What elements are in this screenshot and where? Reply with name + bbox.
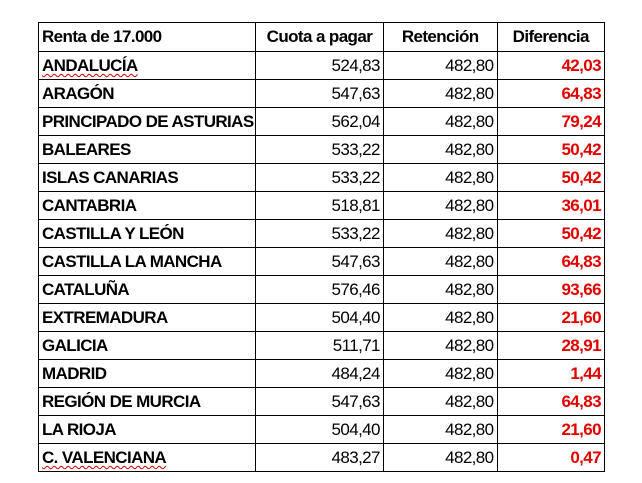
cuota-cell[interactable]: 562,04	[255, 108, 383, 136]
table-row	[39, 192, 605, 220]
diferencia-cell[interactable]: 21,60	[497, 304, 604, 332]
diferencia-cell[interactable]: 21,60	[497, 416, 604, 444]
region-cell[interactable]	[39, 52, 256, 80]
table-row	[39, 332, 605, 360]
spreadsheet-range	[38, 22, 605, 472]
retencion-cell[interactable]: 482,80	[383, 444, 497, 472]
table-row	[39, 220, 605, 248]
cuota-cell[interactable]: 533,22	[255, 164, 383, 192]
retencion-cell[interactable]: 482,80	[383, 276, 497, 304]
tax-comparison-table	[38, 22, 605, 472]
region-cell[interactable]	[39, 444, 256, 472]
cuota-cell[interactable]: 533,22	[255, 136, 383, 164]
region-cell[interactable]: CASTILLA LA MANCHA	[39, 248, 256, 276]
cuota-cell[interactable]: 576,46	[255, 276, 383, 304]
diferencia-cell[interactable]: 79,24	[497, 108, 604, 136]
diferencia-cell[interactable]: 93,66	[497, 276, 604, 304]
region-cell[interactable]: PRINCIPADO DE ASTURIAS	[39, 108, 256, 136]
retencion-cell[interactable]: 482,80	[383, 136, 497, 164]
table-row	[39, 136, 605, 164]
cuota-cell[interactable]: 518,81	[255, 192, 383, 220]
retencion-cell[interactable]: 482,80	[383, 388, 497, 416]
retencion-cell[interactable]: 482,80	[383, 332, 497, 360]
retencion-cell[interactable]: 482,80	[383, 108, 497, 136]
table-row	[39, 80, 605, 108]
cuota-cell[interactable]: 504,40	[255, 304, 383, 332]
header-diferencia[interactable]: Diferencia	[497, 23, 604, 52]
diferencia-cell[interactable]: 64,83	[497, 388, 604, 416]
region-cell[interactable]: EXTREMADURA	[39, 304, 256, 332]
table-row	[39, 416, 605, 444]
retencion-cell[interactable]: 482,80	[383, 416, 497, 444]
header-region[interactable]: Renta de 17.000	[39, 23, 256, 52]
diferencia-cell[interactable]: 1,44	[497, 360, 604, 388]
retencion-cell[interactable]: 482,80	[383, 360, 497, 388]
retencion-cell[interactable]: 482,80	[383, 52, 497, 80]
table-row	[39, 52, 605, 80]
diferencia-cell[interactable]: 42,03	[497, 52, 604, 80]
cuota-cell[interactable]: 547,63	[255, 388, 383, 416]
cuota-cell[interactable]: 547,63	[255, 80, 383, 108]
region-cell[interactable]: GALICIA	[39, 332, 256, 360]
table-row	[39, 304, 605, 332]
cuota-cell[interactable]: 484,24	[255, 360, 383, 388]
region-name: C. VALENCIANA	[42, 448, 167, 467]
cuota-cell[interactable]: 504,40	[255, 416, 383, 444]
table-row	[39, 108, 605, 136]
diferencia-cell[interactable]: 50,42	[497, 164, 604, 192]
region-cell[interactable]: REGIÓN DE MURCIA	[39, 388, 256, 416]
retencion-cell[interactable]: 482,80	[383, 304, 497, 332]
diferencia-cell[interactable]: 64,83	[497, 248, 604, 276]
region-cell[interactable]: ARAGÓN	[39, 80, 256, 108]
region-name: ANDALUCÍA	[42, 56, 138, 75]
retencion-cell[interactable]: 482,80	[383, 220, 497, 248]
cuota-cell[interactable]: 483,27	[255, 444, 383, 472]
table-row	[39, 248, 605, 276]
diferencia-cell[interactable]: 50,42	[497, 220, 604, 248]
region-cell[interactable]: MADRID	[39, 360, 256, 388]
table-row	[39, 164, 605, 192]
cuota-cell[interactable]: 547,63	[255, 248, 383, 276]
region-cell[interactable]: CANTABRIA	[39, 192, 256, 220]
header-row	[39, 23, 605, 52]
region-cell[interactable]: CASTILLA Y LEÓN	[39, 220, 256, 248]
diferencia-cell[interactable]: 64,83	[497, 80, 604, 108]
retencion-cell[interactable]: 482,80	[383, 164, 497, 192]
header-cuota[interactable]: Cuota a pagar	[255, 23, 383, 52]
region-cell[interactable]: CATALUÑA	[39, 276, 256, 304]
cuota-cell[interactable]: 533,22	[255, 220, 383, 248]
diferencia-cell[interactable]: 0,47	[497, 444, 604, 472]
diferencia-cell[interactable]: 50,42	[497, 136, 604, 164]
retencion-cell[interactable]: 482,80	[383, 192, 497, 220]
header-retencion[interactable]: Retención	[383, 23, 497, 52]
region-cell[interactable]: BALEARES	[39, 136, 256, 164]
region-cell[interactable]: ISLAS CANARIAS	[39, 164, 256, 192]
diferencia-cell[interactable]: 36,01	[497, 192, 604, 220]
table-row	[39, 388, 605, 416]
cuota-cell[interactable]: 511,71	[255, 332, 383, 360]
table-row	[39, 444, 605, 472]
diferencia-cell[interactable]: 28,91	[497, 332, 604, 360]
cuota-cell[interactable]: 524,83	[255, 52, 383, 80]
retencion-cell[interactable]: 482,80	[383, 248, 497, 276]
table-row	[39, 360, 605, 388]
retencion-cell[interactable]: 482,80	[383, 80, 497, 108]
region-cell[interactable]: LA RIOJA	[39, 416, 256, 444]
table-row	[39, 276, 605, 304]
